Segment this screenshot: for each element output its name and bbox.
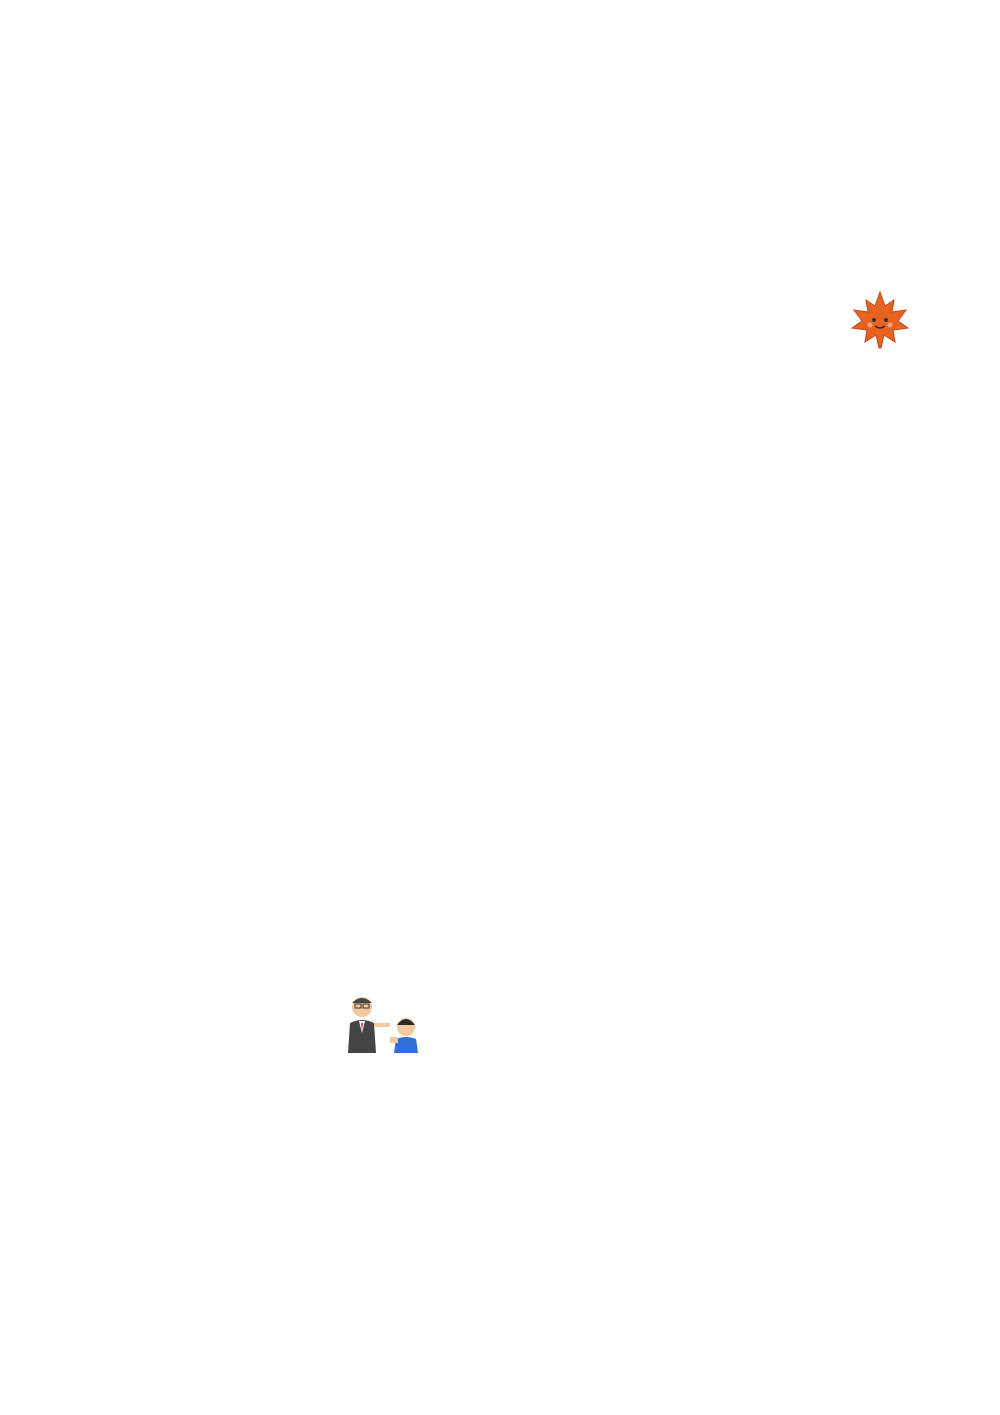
teacher-and-student-illustration (340, 993, 426, 1053)
maple-leaf-illustration (848, 288, 912, 352)
